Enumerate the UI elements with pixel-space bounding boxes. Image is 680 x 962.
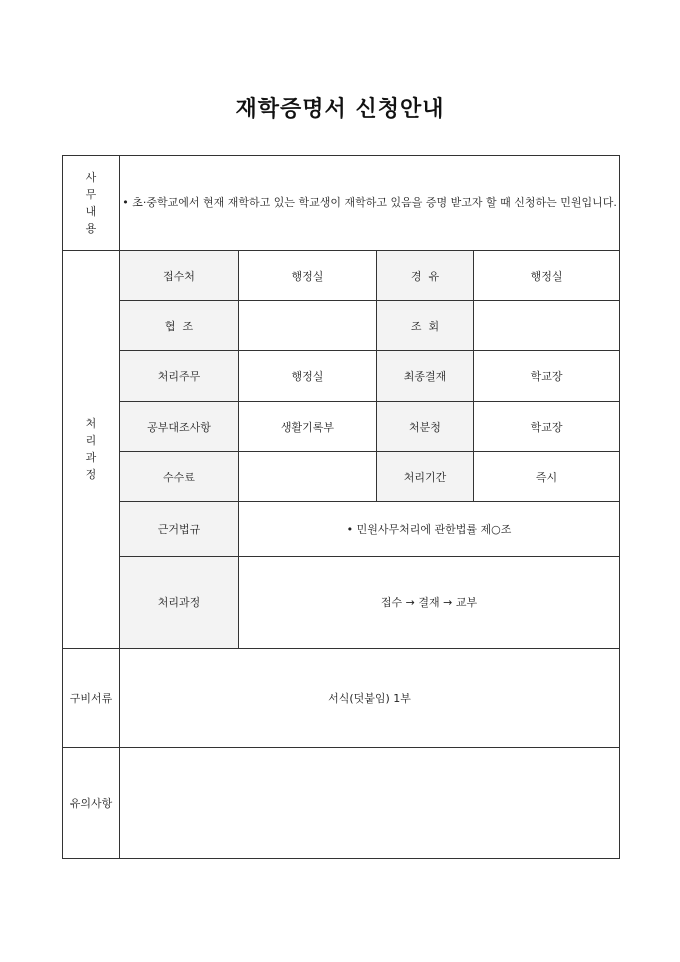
fee-value: [239, 452, 377, 502]
reception-value: 행정실: [239, 251, 377, 301]
work-content-row: [63, 156, 620, 251]
processing-period-label: 처리기간: [377, 452, 474, 502]
process-flow-row: [63, 556, 620, 648]
cooperation-label: 협 조: [120, 301, 239, 351]
documents-value: 서식(덧붙임) 1부: [120, 648, 620, 747]
cooperation-value: [239, 301, 377, 351]
process-section-label: 처 리 과 정: [63, 251, 120, 649]
documents-label: 구비서류: [63, 648, 120, 747]
process-row: [63, 301, 620, 351]
process-row: [63, 251, 620, 301]
process-row: [63, 452, 620, 502]
inquiry-value: [474, 301, 620, 351]
documents-row: [63, 648, 620, 747]
notes-row: [63, 747, 620, 858]
main-handler-label: 처리주무: [120, 351, 239, 402]
process-row: [63, 402, 620, 452]
process-row: [63, 351, 620, 402]
record-check-value: 생활기록부: [239, 402, 377, 452]
disposition-office-label: 처분청: [377, 402, 474, 452]
legal-basis-row: [63, 502, 620, 556]
page-title: 재학증명서 신청안내: [235, 97, 445, 122]
disposition-office-value: 학교장: [474, 402, 620, 452]
process-flow-label: 처리과정: [120, 556, 239, 648]
application-info-table: [62, 155, 620, 859]
legal-basis-value: • 민원사무처리에 관한법률 제○조: [239, 502, 620, 556]
record-check-label: 공부대조사항: [120, 402, 239, 452]
notes-value: [120, 747, 620, 858]
final-approval-value: 학교장: [474, 351, 620, 402]
via-value: 행정실: [474, 251, 620, 301]
final-approval-label: 최종결재: [377, 351, 474, 402]
process-flow-value: 접수 → 결재 → 교부: [239, 556, 620, 648]
main-handler-value: 행정실: [239, 351, 377, 402]
inquiry-label: 조 회: [377, 301, 474, 351]
fee-label: 수수료: [120, 452, 239, 502]
notes-label: 유의사항: [63, 747, 120, 858]
via-label: 경 유: [377, 251, 474, 301]
legal-basis-label: 근거법규: [120, 502, 239, 556]
reception-label: 접수처: [120, 251, 239, 301]
work-content-label: 사 무 내 용: [63, 156, 120, 251]
processing-period-value: 즉시: [474, 452, 620, 502]
work-content-text: • 초·중학교에서 현재 재학하고 있는 학교생이 재학하고 있음을 증명 받고자 할 때 신청하는 민원입니다.: [120, 156, 620, 251]
